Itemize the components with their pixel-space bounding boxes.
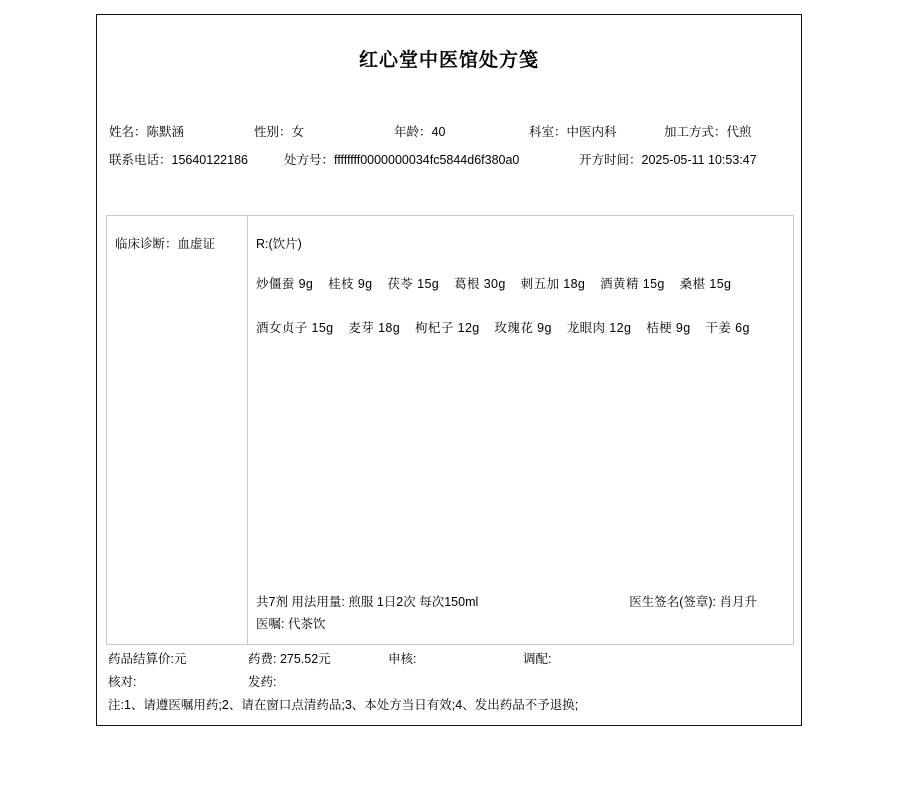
bottom-row-1 — [108, 649, 794, 667]
herb-item: 桔梗 9g — [646, 321, 691, 335]
bottom-section — [106, 649, 794, 713]
herb-item: 茯苓 15g — [387, 277, 440, 291]
prescription-body — [106, 215, 794, 645]
herb-item: 龙眼肉 12g — [566, 321, 632, 335]
settlement-price: 药品结算价:元 — [108, 652, 187, 666]
herb-line-1 — [256, 274, 793, 292]
herb-item: 炒僵蚕 9g — [256, 277, 314, 291]
rx-footer-row — [256, 592, 785, 610]
prescription-time: 开方时间：2025-05-11 10:53:47 — [579, 153, 757, 167]
herb-item: 桂枝 9g — [328, 277, 373, 291]
dosage-line: 共7剂 用法用量: 煎服 1日2次 每次150ml — [256, 595, 479, 609]
diagnosis-column — [107, 216, 248, 644]
herb-item: 桑椹 15g — [679, 277, 732, 291]
herb-item: 干姜 6g — [705, 321, 750, 335]
herb-item: 麦芽 18g — [348, 321, 401, 335]
check-field: 核对: — [108, 675, 137, 689]
patient-name: 姓名：陈默涵 — [109, 125, 185, 139]
prescription-number: 处方号：ffffffff0000000034fc5844d6f380a0 — [284, 153, 520, 167]
rx-column — [248, 216, 793, 644]
herb-line-2 — [256, 318, 793, 336]
department: 科室：中医内科 — [529, 125, 617, 139]
herb-item: 葛根 30g — [454, 277, 506, 291]
herb-item: 枸杞子 12g — [415, 321, 480, 335]
processing-method: 加工方式：代煎 — [664, 125, 752, 139]
meta-row-2 — [109, 150, 789, 168]
patient-meta — [97, 122, 801, 168]
drug-fee: 药费: 275.52元 — [248, 652, 331, 666]
patient-sex: 性别：女 — [254, 125, 305, 139]
rx-footer — [256, 592, 785, 632]
herb-item: 刺五加 18g — [520, 277, 586, 291]
herb-item: 酒女贞子 15g — [256, 321, 334, 335]
herb-item: 玫瑰花 9g — [494, 321, 552, 335]
doctor-signature: 医生签名(签章): 肖月升 — [629, 595, 757, 609]
clinical-diagnosis: 临床诊断：血虚证 — [115, 237, 216, 251]
medical-advice: 医嘱: 代茶饮 — [256, 617, 326, 631]
footer-notes: 注:1、请遵医嘱用药;2、请在窗口点清药品;3、本处方当日有效;4、发出药品不予退换; — [108, 698, 579, 712]
review-field: 申核: — [388, 652, 417, 666]
contact-phone: 联系电话：15640122186 — [109, 153, 248, 167]
page-title: 红心堂中医馆处方笺 — [358, 50, 539, 71]
bottom-row-2 — [108, 672, 794, 690]
prescription-sheet — [96, 14, 802, 726]
rx-header: R:(饮片) — [256, 237, 302, 251]
meta-row-1 — [109, 122, 789, 140]
herb-item: 酒黄精 15g — [600, 277, 665, 291]
dispense-field: 调配: — [523, 652, 552, 666]
issue-field: 发药: — [248, 675, 277, 689]
patient-age: 年龄：40 — [394, 125, 446, 139]
